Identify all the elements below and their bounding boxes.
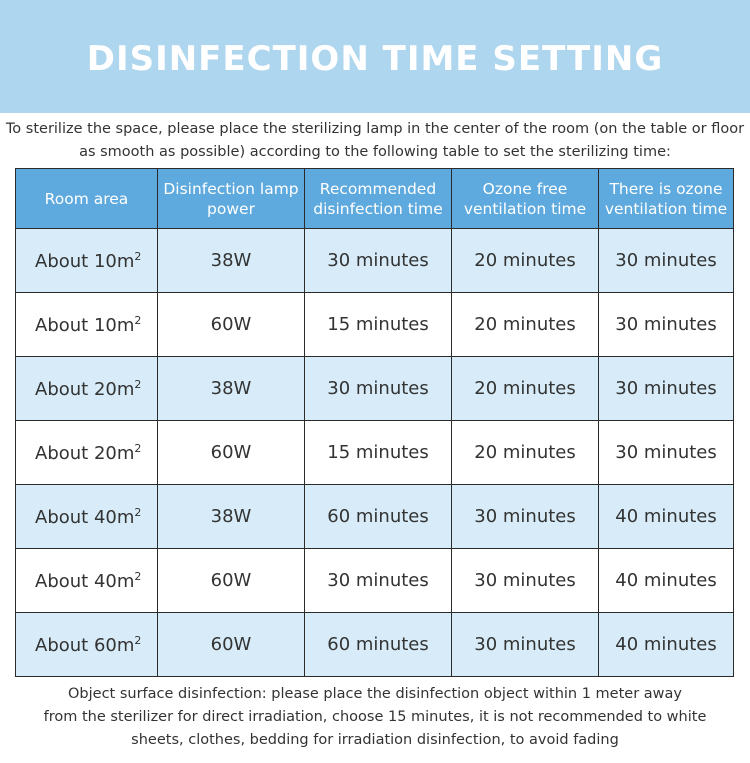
footer-line-3: sheets, clothes, bedding for irradiation disinfection, to avoid fading — [131, 732, 619, 748]
cell-recommended-time: 30 minutes — [305, 229, 452, 293]
cell-ozone-time: 40 minutes — [599, 613, 734, 677]
intro-line-2: as smooth as possible) according to the following table to set the sterilizing time: — [79, 144, 671, 160]
cell-ozone-time: 40 minutes — [599, 549, 734, 613]
cell-recommended-time: 30 minutes — [305, 357, 452, 421]
cell-lamp-power: 60W — [158, 293, 305, 357]
header-room-area: Room area — [16, 169, 158, 229]
table-row — [16, 485, 734, 549]
page-title: DISINFECTION TIME SETTING — [86, 38, 664, 79]
header-recommended-time: Recommended disinfection time — [305, 169, 452, 229]
cell-room-area: About $60m^2$ — [16, 613, 158, 677]
header-ozone-time: There is ozone ventilation time — [599, 169, 734, 229]
table-row — [16, 421, 734, 485]
footer-note — [0, 683, 750, 752]
disinfection-table-container — [15, 168, 734, 677]
table-row — [16, 549, 734, 613]
cell-room-area: About $20m^2$ — [16, 357, 158, 421]
cell-ozone-free-time: 30 minutes — [452, 485, 599, 549]
table-row — [16, 357, 734, 421]
cell-lamp-power: 38W — [158, 485, 305, 549]
cell-lamp-power: 60W — [158, 613, 305, 677]
cell-ozone-time: 30 minutes — [599, 293, 734, 357]
cell-recommended-time: 30 minutes — [305, 549, 452, 613]
cell-ozone-free-time: 30 minutes — [452, 549, 599, 613]
cell-room-area: About $20m^2$ — [16, 421, 158, 485]
table-row — [16, 229, 734, 293]
table-row — [16, 293, 734, 357]
header-ozone-free-time: Ozone free ventilation time — [452, 169, 599, 229]
cell-room-area: About $10m^2$ — [16, 293, 158, 357]
cell-ozone-time: 30 minutes — [599, 229, 734, 293]
cell-recommended-time: 15 minutes — [305, 421, 452, 485]
cell-ozone-time: 40 minutes — [599, 485, 734, 549]
cell-lamp-power: 38W — [158, 229, 305, 293]
cell-ozone-free-time: 20 minutes — [452, 229, 599, 293]
cell-lamp-power: 38W — [158, 357, 305, 421]
title-banner — [0, 0, 750, 113]
intro-line-1: To sterilize the space, please place the sterilizing lamp in the center of the room (on the table or floor — [5, 121, 745, 137]
cell-room-area: About $40m^2$ — [16, 485, 158, 549]
header-lamp-power: Disinfection lamp power — [158, 169, 305, 229]
footer-line-1: Object surface disinfection: please place the disinfection object within 1 meter away — [68, 686, 682, 702]
disinfection-time-table — [15, 168, 734, 677]
cell-room-area: About $10m^2$ — [16, 229, 158, 293]
intro-text — [0, 118, 750, 164]
cell-ozone-time: 30 minutes — [599, 357, 734, 421]
cell-lamp-power: 60W — [158, 549, 305, 613]
cell-ozone-free-time: 20 minutes — [452, 293, 599, 357]
cell-ozone-free-time: 20 minutes — [452, 357, 599, 421]
cell-ozone-free-time: 30 minutes — [452, 613, 599, 677]
cell-lamp-power: 60W — [158, 421, 305, 485]
cell-ozone-free-time: 20 minutes — [452, 421, 599, 485]
cell-room-area: About $40m^2$ — [16, 549, 158, 613]
cell-recommended-time: 60 minutes — [305, 613, 452, 677]
cell-ozone-time: 30 minutes — [599, 421, 734, 485]
table-row — [16, 613, 734, 677]
cell-recommended-time: 15 minutes — [305, 293, 452, 357]
cell-recommended-time: 60 minutes — [305, 485, 452, 549]
table-header-row — [16, 169, 734, 229]
footer-line-2: from the sterilizer for direct irradiation, choose 15 minutes, it is not recommended to white — [43, 709, 707, 725]
